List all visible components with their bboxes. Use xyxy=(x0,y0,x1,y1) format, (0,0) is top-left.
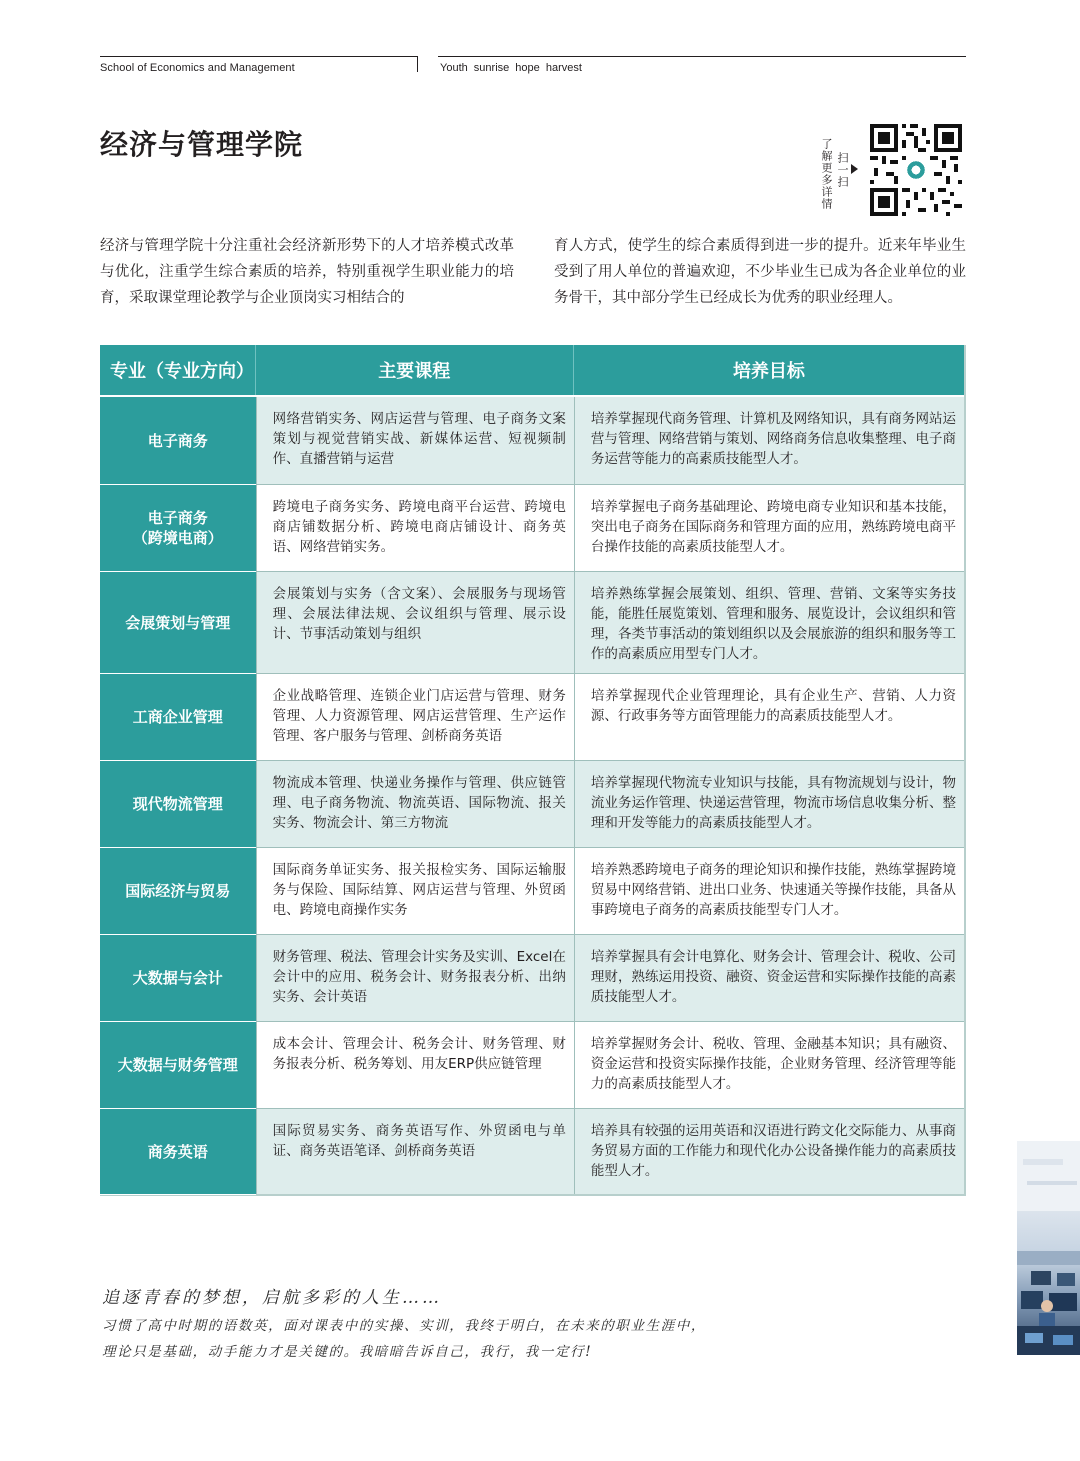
goal-cell: 培养掌握财务会计、税收、管理、金融基本知识；具有融资、资金运营和投资实际操作技能，企业财务管理、经济管理等能力的高素质技能型人才。 xyxy=(574,1022,964,1108)
goal-cell: 培养掌握现代商务管理、计算机及网络知识，具有商务网站运营与管理、网络营销与策划、网络商务信息收集整理、电子商务运营等能力的高素质技能型人才。 xyxy=(574,397,964,484)
courses-cell: 会展策划与实务（含文案）、会展服务与现场管理、会展法律法规、会议组织与管理、展示设计、节事活动策划与组织 xyxy=(256,572,574,673)
goal-cell: 培养掌握电子商务基础理论、跨境电商专业知识和基本技能，突出电子商务在国际商务和管理方面的应用，熟练跨境电商平台操作技能的高素质技能型人才。 xyxy=(574,485,964,571)
major-cell xyxy=(100,674,256,761)
major-name: 现代物流管理 xyxy=(132,795,223,813)
major-name: 电子商务 xyxy=(147,431,208,450)
intro-paragraph-part-1: 经济与管理学院十分注重社会经济新形势下的人才培养模式改革与优化，注重学生综合素质的培养，特别重视学生职业能力的培育，采取课堂理论教学与企业顶岗实习相结合的 xyxy=(100,238,514,306)
courses-cell: 跨境电子商务实务、跨境电商平台运营、跨境电商店铺数据分析、跨境电商店铺设计、商务英语、网络营销实务。 xyxy=(256,485,574,571)
classroom-photo xyxy=(1017,1141,1080,1355)
courses-cell: 财务管理、税法、管理会计实务及实训、Excel在会计中的应用、税务会计、财务报表分析、出纳实务、会计英语 xyxy=(256,935,574,1021)
qr-caption-more: 了解更多详情 xyxy=(820,138,833,210)
courses-cell: 物流成本管理、快递业务操作与管理、供应链管理、电子商务物流、物流英语、国际物流、报关实务、物流会计、第三方物流 xyxy=(256,761,574,847)
courses-cell: 国际商务单证实务、报关报检实务、国际运输服务与保险、国际结算、网店运营与管理、外贸函电、跨境电商操作实务 xyxy=(256,848,574,934)
table-row xyxy=(100,674,964,761)
major-name: 电子商务 xyxy=(147,509,208,527)
courses-cell: 网络营销实务、网店运营与管理、电子商务文案策划与视觉营销实战、新媒体运营、短视频制作、直播营销与运营 xyxy=(256,397,574,484)
page-title: 经济与管理学院 xyxy=(100,128,304,161)
header-rule-left xyxy=(100,56,418,57)
header-goals: 培养目标 xyxy=(732,361,805,382)
table-row xyxy=(100,761,964,848)
courses-cell: 企业战略管理、连锁企业门店运营与管理、财务管理、人力资源管理、网店运营管理、生产运作管理、客户服务与管理、剑桥商务英语 xyxy=(256,674,574,760)
major-subname: （跨境电商） xyxy=(132,529,223,547)
major-cell xyxy=(100,485,256,572)
goal-cell: 培养掌握现代物流专业知识与技能，具有物流规划与设计，物流业务运作管理、快递运营管理，物流市场信息收集分析、整理和开发等能力的高素质技能型人才。 xyxy=(574,761,964,847)
goal-cell: 培养掌握具有会计电算化、财务会计、管理会计、税收、公司理财，熟练运用投资、融资、资金运营和实际操作技能的高素质技能型人才。 xyxy=(574,935,964,1021)
courses-cell: 国际贸易实务、商务英语写作、外贸函电与单证、商务英语笔译、剑桥商务英语 xyxy=(256,1109,574,1194)
table-row xyxy=(100,935,964,1022)
major-cell xyxy=(100,397,256,485)
major-cell xyxy=(100,848,256,935)
major-name: 大数据与财务管理 xyxy=(117,1056,238,1074)
intro-paragraph-part-2: 育人方式，使学生的综合素质得到进一步的提升。近来年毕业生受到了用人单位的普遍欢迎，不少毕业生已成为各企业单位的业务骨干，其中部分学生已经成长为优秀的职业经理人。 xyxy=(554,238,966,306)
table-row xyxy=(100,848,964,935)
goal-cell: 培养具有较强的运用英语和汉语进行跨文化交际能力、从事商务贸易方面的工作能力和现代化办公设备操作能力的高素质技能型人才。 xyxy=(574,1109,964,1194)
qr-code-icon[interactable] xyxy=(870,124,962,216)
major-name: 工商企业管理 xyxy=(132,708,223,726)
header-school-name: School of Economics and Management xyxy=(100,62,295,74)
major-name: 会展策划与管理 xyxy=(125,613,231,632)
header-rule-right xyxy=(438,56,966,57)
major-name: 国际经济与贸易 xyxy=(125,882,231,900)
handwritten-note-line-2: 理论只是基础，动手能力才是关键的。我暗暗告诉自己，我行，我一定行! xyxy=(102,1344,593,1360)
goal-cell: 培养熟练掌握会展策划、组织、管理、营销、文案等实务技能，能胜任展览策划、管理和服务、展览设计，会议组织和管理，各类节事活动的策划组织以及会展旅游的组织和服务等工作的高素质应用型专门人才。 xyxy=(574,572,964,673)
table-row xyxy=(100,485,964,572)
table-row xyxy=(100,572,964,674)
major-name: 大数据与会计 xyxy=(132,969,223,987)
table-row xyxy=(100,1022,964,1109)
goal-cell: 培养掌握现代企业管理理论，具有企业生产、营销、人力资源、行政事务等方面管理能力的高素质技能型人才。 xyxy=(574,674,964,760)
major-cell xyxy=(100,1022,256,1109)
header-courses: 主要课程 xyxy=(256,345,574,395)
arrow-right-icon xyxy=(851,164,858,174)
table-row xyxy=(100,397,964,485)
major-cell xyxy=(100,1109,256,1195)
header-major: 专业（专业方向） xyxy=(100,345,256,395)
major-cell xyxy=(100,761,256,848)
table-header-row xyxy=(100,345,964,397)
header-rule-tick xyxy=(417,56,418,72)
header-slogan: Youth sunrise hope harvest xyxy=(440,62,582,74)
programs-table xyxy=(100,345,966,1196)
major-cell xyxy=(100,935,256,1022)
handwritten-headline: 追逐青春的梦想，启航多彩的人生…… xyxy=(102,1288,442,1308)
qr-block xyxy=(820,124,962,216)
table-row xyxy=(100,1109,964,1194)
handwritten-note-line-1: 习惯了高中时期的语数英，面对课表中的实操、实训，我终于明白，在未来的职业生涯中， xyxy=(102,1318,706,1334)
qr-caption-scan: 扫一扫 xyxy=(836,152,849,188)
courses-cell: 成本会计、管理会计、税务会计、财务管理、财务报表分析、税务筹划、用友ERP供应链管理 xyxy=(256,1022,574,1108)
major-name: 商务英语 xyxy=(147,1142,208,1161)
major-cell xyxy=(100,572,256,674)
classroom-photo-illustration xyxy=(1017,1141,1080,1355)
goal-cell: 培养熟悉跨境电子商务的理论知识和操作技能，熟练掌握跨境贸易中网络营销、进出口业务、快速通关等操作技能，具备从事跨境电子商务的高素质技能型专门人才。 xyxy=(574,848,964,934)
